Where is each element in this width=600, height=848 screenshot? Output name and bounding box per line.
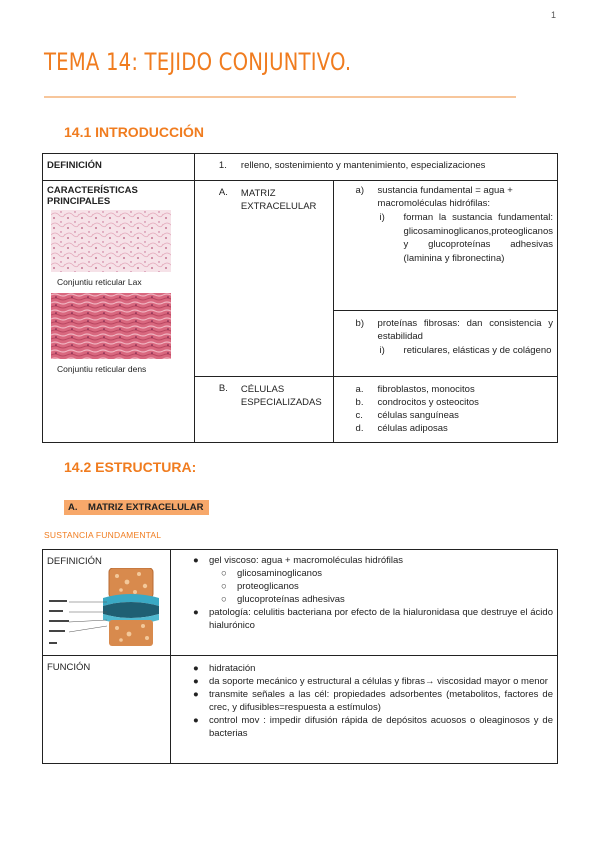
celulas-marker: B.	[218, 383, 228, 394]
definicion-marker: 1.	[218, 160, 227, 171]
sub-bullet-icon: ○	[220, 594, 227, 605]
bullet-icon: ●	[192, 555, 199, 566]
b-i-marker: i)	[379, 345, 385, 356]
a-i-text: forman la sustancia fundamental: glicosaminoglicanos,proteoglicanos y glucoproteínas adhesivas (laminina y fibronectina)	[403, 212, 553, 264]
list-item: ● hidratación	[189, 662, 553, 675]
a-i-marker: i)	[379, 212, 385, 223]
caption-dens: Conjuntiu reticular dens	[57, 364, 147, 374]
bullet-icon: ●	[192, 676, 199, 687]
section-heading-intro: 14.1 INTRODUCCIÓN	[64, 124, 205, 140]
list-item: d. células adiposas	[355, 423, 448, 434]
a-text: sustancia fundamental = agua + macromoléculas hidrófilas:	[377, 185, 513, 209]
matriz-cell	[194, 181, 333, 377]
matriz-label: MATRIZ EXTRACELULAR	[240, 188, 317, 212]
micrograph-dens	[51, 293, 190, 362]
page-title: TEMA 14: TEJIDO CONJUNTIVO.	[44, 48, 352, 76]
sustancia-table	[42, 549, 558, 764]
list-item: ○ glicosaminoglicanos	[189, 567, 553, 580]
list-item: c. células sanguíneas	[355, 410, 459, 421]
micrograph-lax	[51, 210, 190, 275]
section-heading-estructura: 14.2 ESTRUCTURA:	[64, 459, 197, 475]
list-item: ○ proteoglicanos	[189, 580, 553, 593]
celulas-cell	[194, 377, 333, 443]
definicion-text: relleno, sostenimiento y mantenimiento, especializaciones	[240, 160, 486, 171]
list-item: a. fibroblastos, monocitos	[355, 384, 475, 395]
caption-lax: Conjuntiu reticular Lax	[57, 277, 142, 287]
bullet-icon: ●	[192, 689, 199, 700]
proteinas-cell	[333, 311, 557, 377]
list-item: b. condrocitos y osteocitos	[355, 397, 479, 408]
page-number: 1	[550, 10, 556, 20]
bullet-icon: ●	[192, 663, 199, 674]
list-item: ● gel viscoso: agua + macromoléculas hidrófilas	[189, 554, 553, 567]
sf-definicion-label: DEFINICIÓN	[47, 556, 102, 567]
caracteristicas-label: CARACTERÍSTICAS PRINCIPALES	[47, 185, 138, 207]
celulas-label: CÉLULAS ESPECIALIZADAS	[240, 384, 322, 408]
b-marker: b)	[355, 318, 364, 329]
title-divider	[44, 96, 516, 98]
sf-funcion-label: FUNCIÓN	[47, 662, 91, 673]
b-text: proteínas fibrosas: dan consistencia y estabilidad	[377, 318, 553, 342]
sf-funcion-cell	[43, 656, 171, 764]
definicion-label: DEFINICIÓN	[47, 160, 102, 171]
matriz-extracelular-label: A. MATRIZ EXTRACELULAR	[64, 500, 209, 515]
sustancia-cell	[333, 181, 557, 311]
sf-definicion-cell	[43, 550, 171, 656]
celulas-list-cell	[333, 377, 557, 443]
bullet-icon: ●	[192, 607, 199, 618]
sub-bullet-icon: ○	[220, 581, 227, 592]
matriz-marker: A.	[218, 187, 228, 198]
list-item: ● da soporte mecánico y estructural a células y fibras→ viscosidad mayor o menor	[189, 675, 553, 688]
list-item: ○ glucoproteínas adhesivas	[189, 593, 553, 606]
definicion-label-cell	[43, 154, 195, 181]
definicion-value-cell	[194, 154, 557, 181]
list-item: ● control mov : impedir difusión rápida de depósitos acuosos o oleaginosos y de bacterias	[189, 714, 553, 740]
b-i-text: reticulares, elásticas y de colágeno	[403, 345, 552, 356]
intro-table	[42, 153, 558, 443]
joint-illustration	[47, 568, 166, 649]
a-marker: a)	[355, 185, 364, 196]
list-item: ● patología: celulitis bacteriana por efecto de la hialuronidasa que destruye el ácido hialurónico	[189, 606, 553, 632]
sf-funcion-content	[170, 656, 557, 764]
list-item: ● transmite señales a las cél: propiedades adsorbentes (metabolitos, factores de crec, y difusibles=respuesta a estímulos)	[189, 688, 553, 714]
sf-definicion-content	[170, 550, 557, 656]
bullet-icon: ●	[192, 715, 199, 726]
caracteristicas-cell	[43, 181, 195, 443]
sustancia-fundamental-label: SUSTANCIA FUNDAMENTAL	[44, 530, 162, 540]
sub-bullet-icon: ○	[220, 568, 227, 579]
